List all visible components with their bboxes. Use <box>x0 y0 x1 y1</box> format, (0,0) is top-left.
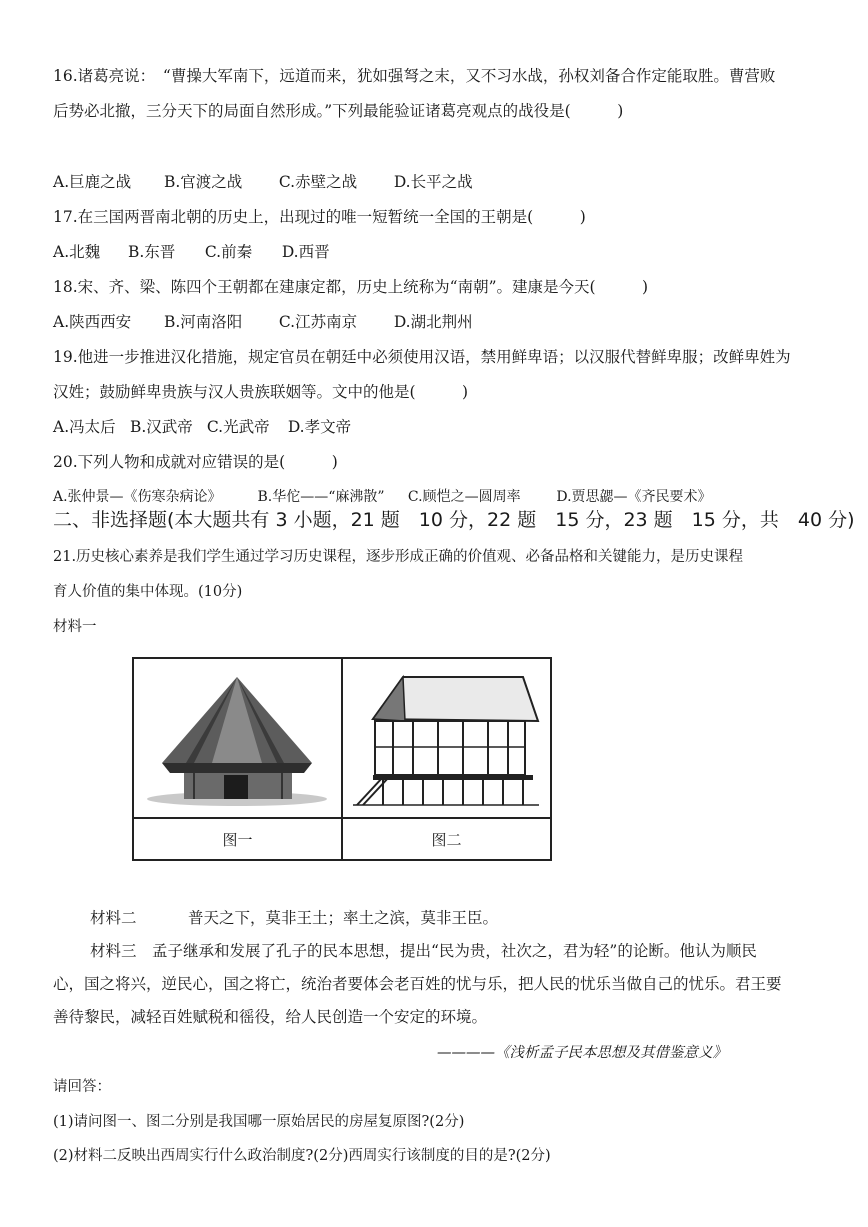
figure-2-caption: 图二 <box>431 830 462 849</box>
figure-1-caption: 图一 <box>222 830 253 849</box>
q16-option-c: C.赤壁之战 <box>278 173 358 191</box>
q19-option-d: D.孝文帝 <box>287 418 352 436</box>
q20-option-c: C.顾恺之—圆周率 <box>407 489 521 505</box>
q19-option-b: B.汉武帝 <box>129 418 193 436</box>
q20-stem: 20.下列人物和成就对应错误的是( ) <box>53 453 338 471</box>
stilt-house-drawing <box>343 659 549 815</box>
q18-stem: 18.宋、齐、梁、陈四个王朝都在建康定都，历史上统称为“南朝”。建康是今天( ) <box>53 278 649 296</box>
q21-sub-question-1: (1)请问图一、图二分别是我国哪一原始居民的房屋复原图?(2分) <box>53 1114 465 1130</box>
q16-options <box>53 172 473 192</box>
material-1-label: 材料一 <box>53 619 97 635</box>
material-3-line2: 心，国之将兴，逆民心，国之将亡，统治者要体会老百姓的忧与乐，把人民的忧乐当做自己的忧乐。君王要 <box>53 975 782 993</box>
q16-stem-line1: 16.诸葛亮说： “曹操大军南下，远道而来，犹如强弩之末，又不习水战，孙权刘备合作定能取胜。曹营败 <box>53 67 776 85</box>
figure-2-image <box>343 659 550 819</box>
section-2-heading: 二、非选择题(本大题共有 3 小题，21 题 10 分，22 题 15 分，23 题 15 分，共 40 分) <box>53 509 855 531</box>
q17-options <box>53 242 330 262</box>
q18-option-a: A.陕西西安 <box>53 313 132 331</box>
material-3-source: ————《浅析孟子民本思想及其借鉴意义》 <box>437 1045 727 1061</box>
q17-option-b: B.东晋 <box>127 243 176 261</box>
q19-options <box>53 417 351 437</box>
q20-options <box>53 487 712 507</box>
q19-stem-line1: 19.他进一步推进汉化措施，规定官员在朝廷中必须使用汉语，禁用鲜卑语；以汉服代替鲜卑服；改鲜卑姓为 <box>53 348 791 366</box>
figure-1-panel <box>134 659 341 859</box>
figure-2-panel <box>341 659 550 859</box>
q17-option-a: A.北魏 <box>53 243 101 261</box>
q18-options <box>53 312 473 332</box>
q17-option-d: D.西晋 <box>281 243 330 261</box>
q20-option-b: B.华佗——“麻沸散” <box>257 489 385 505</box>
q16-option-d: D.长平之战 <box>393 173 473 191</box>
q21-sub-question-2: (2)材料二反映出西周实行什么政治制度?(2分)西周实行该制度的目的是?(2分) <box>53 1148 551 1164</box>
round-thatched-hut-drawing <box>134 659 340 815</box>
q20-option-d: D.贾思勰—《齐民要术》 <box>556 489 712 505</box>
q17-stem: 17.在三国两晋南北朝的历史上，出现过的唯一短暂统一全国的王朝是( ) <box>53 208 586 226</box>
q21-stem-line1: 21.历史核心素养是我们学生通过学习历史课程，逐步形成正确的价值观、必备品格和关键能力，是历史课程 <box>53 549 744 565</box>
material-3-line3: 善待黎民，减轻百姓赋税和徭役，给人民创造一个安定的环境。 <box>53 1008 488 1026</box>
figure-1-image <box>134 659 341 819</box>
q18-option-b: B.河南洛阳 <box>163 313 243 331</box>
material-1-figure <box>132 657 552 861</box>
q16-option-a: A.巨鹿之战 <box>53 173 132 191</box>
answer-prompt: 请回答： <box>53 1079 111 1095</box>
q16-stem-line2: 后势必北撤，三分天下的局面自然形成。”下列最能验证诸葛亮观点的战役是( ) <box>53 102 624 120</box>
material-3-line1: 材料三 孟子继承和发展了孔子的民本思想，提出“民为贵，社次之，君为轻”的论断。他认为顺民 <box>90 942 757 960</box>
q17-option-c: C.前秦 <box>204 243 253 261</box>
material-2-label: 材料二 <box>90 909 137 927</box>
q20-option-a: A.张仲景—《伤寒杂病论》 <box>53 489 222 505</box>
q16-option-b: B.官渡之战 <box>163 173 243 191</box>
q18-option-c: C.江苏南京 <box>278 313 358 331</box>
q19-option-c: C.光武帝 <box>206 418 270 436</box>
q19-option-a: A.冯太后 <box>53 418 116 436</box>
q19-stem-line2: 汉姓；鼓励鲜卑贵族与汉人贵族联姻等。文中的他是( ) <box>53 383 469 401</box>
material-2-text: 普天之下，莫非王土；率土之滨，莫非王臣。 <box>188 909 499 927</box>
q21-stem-line2: 育人价值的集中体现。(10分) <box>53 584 243 600</box>
q18-option-d: D.湖北荆州 <box>393 313 473 331</box>
